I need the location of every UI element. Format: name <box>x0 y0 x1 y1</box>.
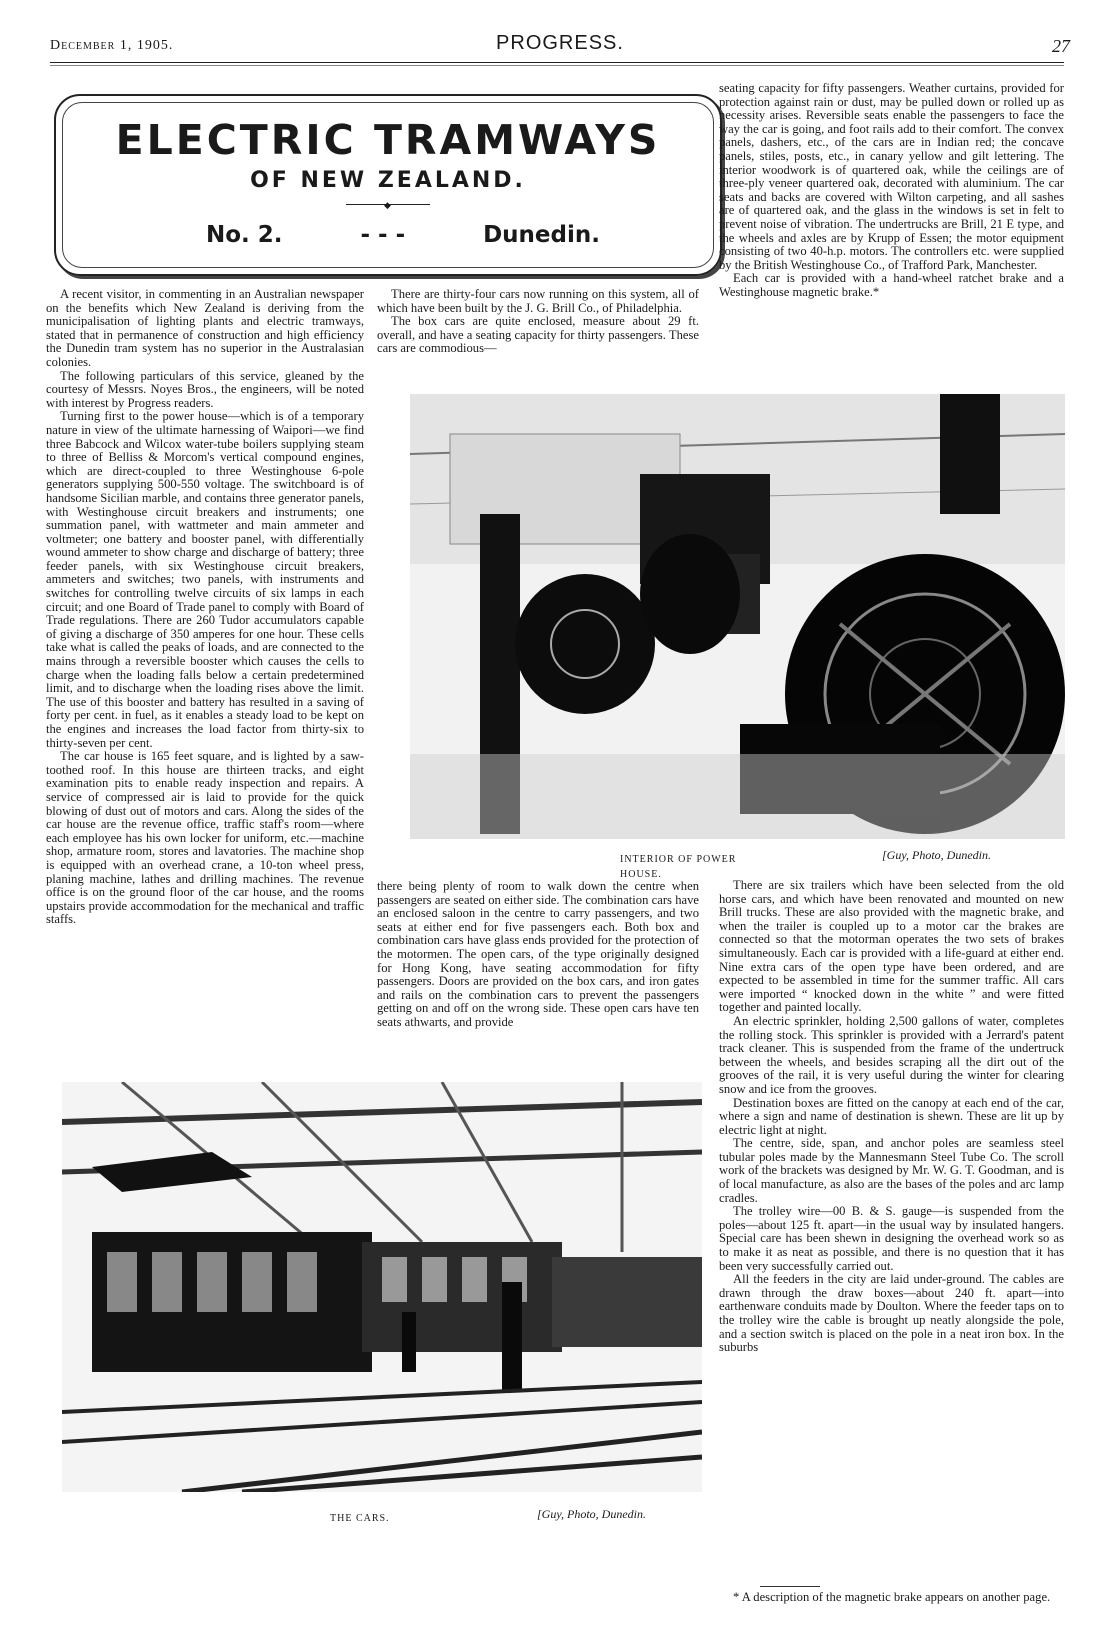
car-house-illustration <box>62 1082 702 1492</box>
credit-text: [Guy, Photo, Dunedin. <box>537 1507 646 1521</box>
article-place: Dunedin. <box>483 222 600 248</box>
photo-the-cars-credit <box>537 1507 707 1522</box>
paragraph: There are six trailers which have been selected from the old horse cars, and which have been renovated and mounted on new Brill trucks. These are also provided with the magnetic brake, and when the trailer is coupled up to a motor car the brakes are connected so that the motorman operates the two sets of brakes simultaneously. Each car is provided with a life-guard at either end. Nine extra cars of the open type have been ordered, and are expected to be assembled in time for the summer traffic. All cars were imported “ knocked down in the white ” and were fitted together and painted locally. <box>719 878 1064 1015</box>
footnote <box>719 1591 1064 1605</box>
running-header <box>50 30 1070 56</box>
caption-text: THE CARS. <box>330 1513 390 1524</box>
paragraph: An electric sprinkler, holding 2,500 gallons of water, completes the rolling stock. This sprinkler is provided with a Jerrard's patent track cleaner. This is suspended from the frame of the undertruck between the wheels, and besides scraping all the dirt out of the grooves of the rail, it is very useful during the winter for clearing snow and ice from the grooves. <box>719 1013 1064 1096</box>
paragraph: Each car is provided with a hand-wheel ratchet brake and a Westinghouse magnetic brake.* <box>719 271 1064 299</box>
column-right-bottom <box>719 879 1064 1355</box>
paragraph: The centre, side, span, and anchor poles are seamless steel tubular poles made by the Mannesmann Steel Tube Co. The scroll work of the brackets was designed by Mr. W. G. T. Goodman, and is of local manufacture, as also are the bases of the poles and arc lamp cradles. <box>719 1136 1064 1205</box>
paragraph: The trolley wire—00 B. & S. gauge—is suspended from the poles—about 125 ft. apart—in the usual way by insulated hangers. Special care has been shewn in designing the overhead work so as to make it as neat as possible, and there is no question that it has been very successfully carried out. <box>719 1204 1064 1273</box>
photo-the-cars-caption <box>330 1510 410 1525</box>
column-right-top <box>719 82 1064 300</box>
article-subtitle: OF NEW ZEALAND. <box>250 168 526 193</box>
credit-text: [Guy, Photo, Dunedin. <box>882 848 991 862</box>
photo-power-house <box>410 394 1065 839</box>
paragraph: The box cars are quite enclosed, measure about 29 ft. overall, and have a seating capacity for thirty passengers. These cars are commodious— <box>377 314 699 356</box>
paragraph: there being plenty of room to walk down the centre when passengers are seated on either side. The combination cars have an enclosed saloon in the centre to carry passengers, and two seats at either end for five passengers each. Both box and combination cars have glass ends provided for the protection of the motormen. The open cars, of the type originally designed for Hong Kong, have seating accommodation for fifty passengers. Doors are provided on the box cars, and iron gates and rails on the combination cars to prevent the passengers getting on and off on the wrong side. These open cars have ten seats athwarts, and provide <box>377 879 699 1029</box>
photo-power-house-caption <box>620 851 740 881</box>
footnote-text: * A description of the magnetic brake appears on another page. <box>733 1590 1051 1604</box>
paragraph: All the feeders in the city are laid under-ground. The cables are drawn through the draw boxes—about 240 ft. apart—into earthenware conduits made by Doulton. Where the feeder taps on to the trolley wire the cable is brought up neatly alongside the pole, and a section switch is placed on the pole in a neat iron box. In the suburbs <box>719 1272 1064 1355</box>
paragraph: seating capacity for fifty passengers. Weather curtains, provided for protection against rain or dust, may be pulled down or rolled up as necessity arises. Reversible seats enable the passengers to face the way the car is going, and foot rails add to their comfort. The convex panels, dashers, etc., of the cars are in Indian red; the concave panels, stiles, posts, etc., in canary yellow and gilt lettering. The interior woodwork is of quartered oak, while the ceilings are of three-ply veneer quartered oak, decorated with aluminium. The car seats and backs are covered with Wilton carpeting, and all sashes are of quartered oak, and the glass in the windows is set in felt to prevent noise of vibration. The undertrucks are Brill, 21 E type, and the wheels and axles are by Krupp of Essen; the motor equipment consisting of two 40-h.p. motors. The controllers etc. were supplied by the British Westinghouse Co., of Trafford Park, Manchester. <box>719 81 1064 272</box>
column-middle-bottom <box>377 880 699 1030</box>
article-number: No. 2. <box>206 222 283 248</box>
header-rule <box>50 62 1064 66</box>
photo-the-cars <box>62 1082 702 1492</box>
paragraph: There are thirty-four cars now running on this system, all of which have been built by the J. G. Brill Co., of Philadelphia. <box>377 287 699 315</box>
page-number: 27 <box>1052 36 1070 56</box>
article-title-box <box>54 94 722 276</box>
paragraph: The car house is 165 feet square, and is lighted by a saw-toothed roof. In this house are thirteen tracks, and eight examination pits to enable ready inspection and repairs. A service of compressed air is laid to provide for the quick blowing of dust out of motors and cars. Along the sides of the car house are the revenue office, traffic staff's room—where each employee has his own locker for uniform, etc.—machine shop, armature room, stores and lavatories. The machine shop is equipped with an overhead crane, a 10-ton wheel press, planing machine, lathes and drilling machines. The revenue office is on the ground floor of the car house, and the rooms upstairs provide accommodation for the mechanical and traffic staffs. <box>46 749 364 927</box>
article-dashes: - - - <box>360 222 406 248</box>
article-title: ELECTRIC TRAMWAYS <box>115 116 661 164</box>
footnote-rule <box>760 1586 820 1587</box>
caption-text: INTERIOR OF POWER HOUSE. <box>620 854 737 880</box>
column-left <box>46 288 364 927</box>
article-series-line <box>206 222 600 248</box>
paragraph: A recent visitor, in commenting in an Australian newspaper on the benefits which New Zealand is deriving from the municipalisation of lighting plants and electric tramways, stated that in permanence of construction and high efficiency the Dunedin tram system has no superior in the Australasian colonies. <box>46 287 364 369</box>
column-middle-top <box>377 288 699 356</box>
power-house-illustration <box>410 394 1065 839</box>
paragraph: Turning first to the power house—which is of a temporary nature in view of the ultimate harnessing of Waipori—we find three Babcock and Wilcox water-tube boilers supplying steam to three of Belliss & Morcom's vertical compound engines, which are direct-coupled to three Westinghouse 6-pole generators supplying 500-550 voltage. The switchboard is of handsome Sicilian marble, and contains three generator panels, with Westinghouse circuit breakers and instruments; one summation panel, with wattmeter and main ammeter and voltmeter; one battery and booster panel, with differentially wound ammeter to show charge and discharge of battery; three feeder panels, with six Westinghouse circuit breakers, ammeters and switches; two panels, with instruments and switches for controlling twelve circuits of six lamps in each circuit; and one Board of Trade panel to comply with Board of Trade regulations. There are 260 Tudor accumulators capable of giving a discharge of 350 amperes for one hour. These cells take what is called the peaks of loads, and are connected to the mains through a reversible booster which causes the cells to charge when the loading falls below a certain predetermined limit, and to discharge when the loading rises above the limit. The use of this booster and battery has resulted in a saving of forty per cent. in fuel, as it enables a steady load to be kept on the engines and increases the load factor from thirty-six to thirty-seven per cent. <box>46 409 364 750</box>
photo-power-house-credit <box>882 848 1062 863</box>
paragraph: Destination boxes are fitted on the canopy at each end of the car, where a sign and name of destination is shewn. These are lit up by electric light at night. <box>719 1095 1064 1137</box>
header-date: December 1, 1905. <box>50 38 174 53</box>
paragraph: The following particulars of this service, gleaned by the courtesy of Messrs. Noyes Bros., the engineers, will be noted with interest by Progress readers. <box>46 368 364 410</box>
header-journal-title: PROGRESS. <box>496 32 624 54</box>
title-ornament-diamond: ◆ <box>384 200 391 210</box>
